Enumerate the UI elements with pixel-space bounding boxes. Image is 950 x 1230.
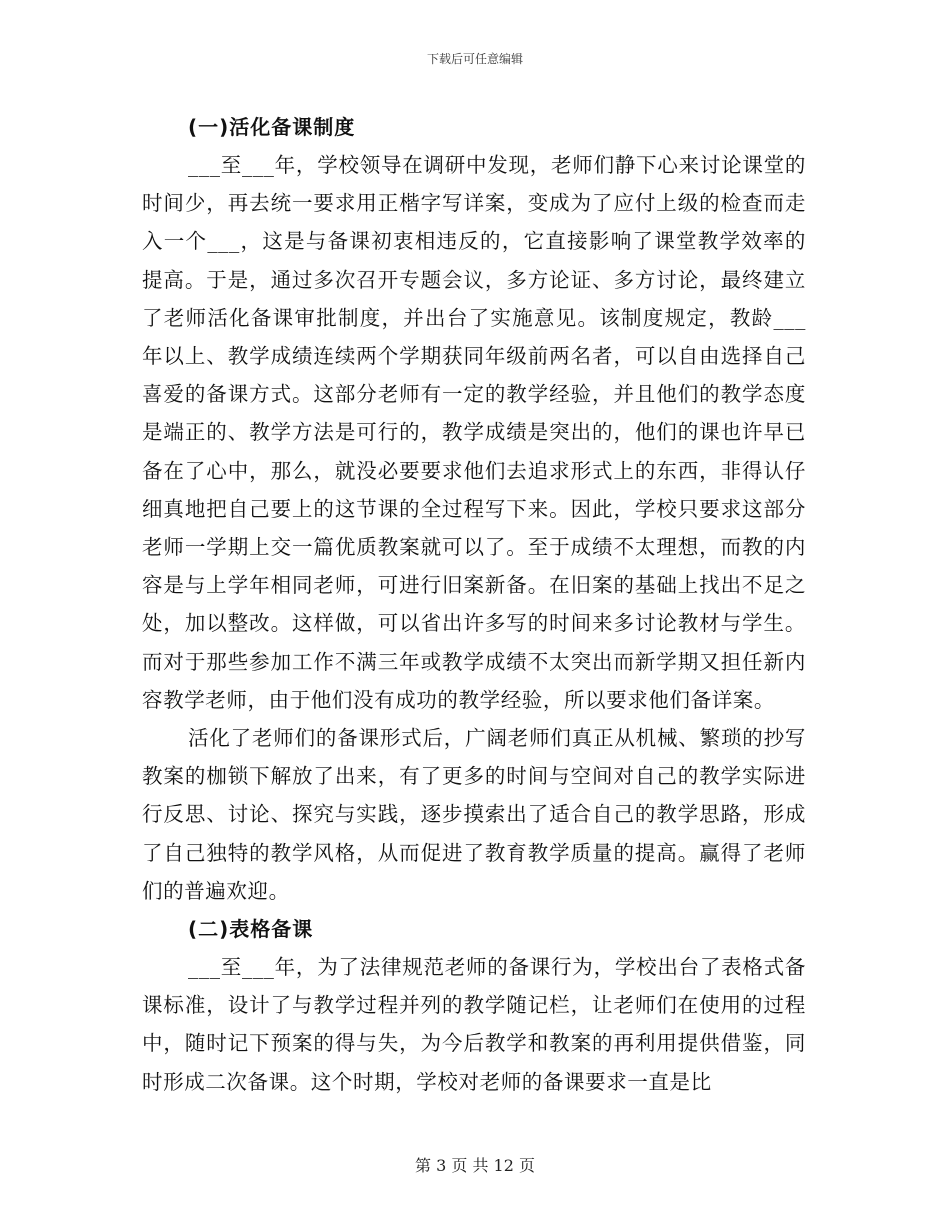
section-2-paragraph-1: ___至___年，为了法律规范老师的备课行为，学校出台了表格式备课标准，设计了与教学过程并列的教学随记栏，让老师们在使用的过程中，随时记下预案的得与失，为今后教学和教案的再利用提供借鉴，同时形成二次备课。这个时期，学校对老师的备课要求一直是比 [142,955,806,1094]
section-heading-1: (一)活化备课制度 [188,115,356,139]
section-heading-2: (二)表格备课 [188,917,314,942]
section-1-paragraph-2: 活化了老师们的备课形式后，广阔老师们真正从机械、繁琐的抄写教案的枷锁下解放了出来，有了更多的时间与空间对自己的教学实际进行反思、讨论、探究与实践，逐步摸索出了适合自己的教学思路，形成了自己独特的教学风格，从而促进了教育教学质量的提高。赢得了老师们的普遍欢迎。 [142,726,806,903]
document-body [142,108,806,1101]
page-header-note: 下载后可任意编辑 [426,52,523,66]
page-number: 第 3 页 共 12 页 [415,1156,535,1175]
section-1-paragraph-1: ___至___年，学校领导在调研中发现，老师们静下心来讨论课堂的时间少，再去统一要求用正楷字写详案，变成为了应付上级的检查而走入一个___，这是与备课初衷相违反的，它直接影响了课堂教学效率的提高。于是，通过多次召开专题会议，多方论证、多方讨论，最终建立了老师活化备课审批制度，并出台了实施意见。该制度规定，教龄___年以上、教学成绩连续两个学期获同年级前两名者，可以自由选择自己喜爱的备课方式。这部分老师有一定的教学经验，并且他们的教学态度是端正的、教学方法是可行的，教学成绩是突出的，他们的课也许早已备在了心中，那么，就没必要要求他们去追求形式上的东西，非得认仔细真地把自己要上的这节课的全过程写下来。因此，学校只要求这部分老师一学期上交一篇优质教案就可以了。至于成绩不太理想，而教的内容是与上学年相同老师，可进行旧案新备。在旧案的基础上找出不足之处，加以整改。这样做，可以省出许多写的时间来多讨论教材与学生。而对于那些参加工作不满三年或教学成绩不太突出而新学期又担任新内容教学老师，由于他们没有成功的教学经验，所以要求他们备详案。 [142,153,806,712]
